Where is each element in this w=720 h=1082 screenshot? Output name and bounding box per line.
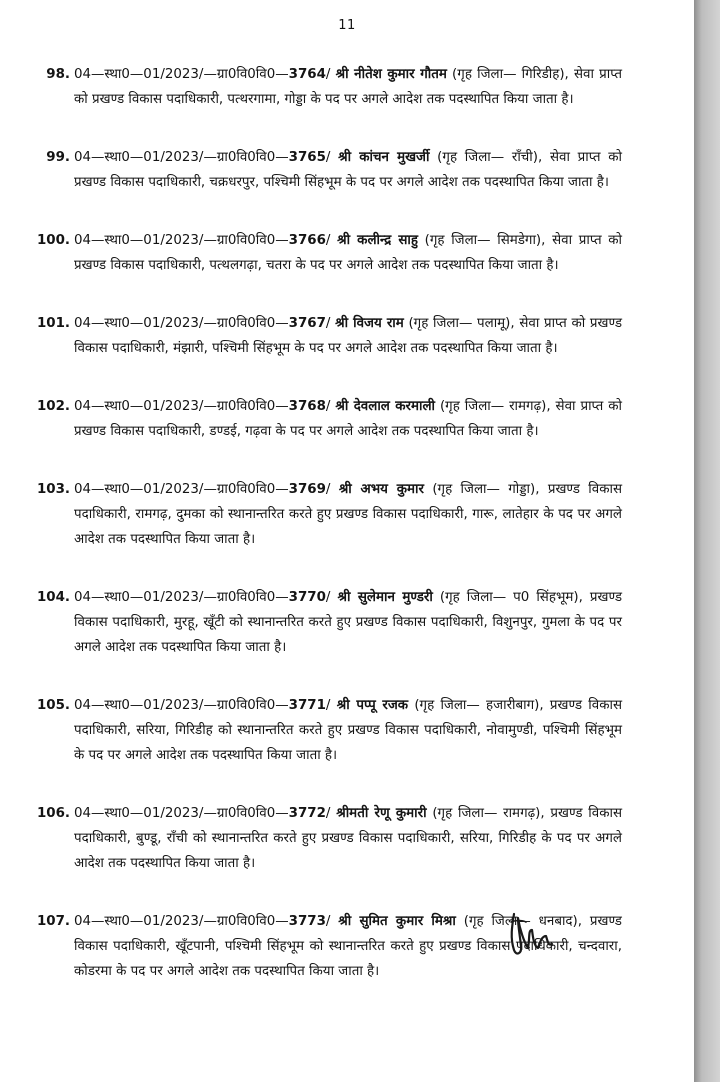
officer-name: श्रीमती रेणू कुमारी bbox=[336, 806, 427, 821]
entry-text bbox=[74, 477, 622, 552]
posting-details: (गृह जिला— गिरिडीह), सेवा प्राप्त को प्रखण्ड विकास पदाधिकारी, पत्थरगामा, गोड्डा के पद पर अगले आदेश तक पदस्थापित किया जाता है। bbox=[74, 67, 622, 107]
entry-number: 99. bbox=[46, 150, 70, 165]
reference-number: 04—स्था0—01/2023/—ग्रा0वि0वि0—3766/ bbox=[74, 233, 331, 248]
posting-details: (गृह जिला— हजारीबाग), प्रखण्ड विकास पदाधिकारी, सरिया, गिरिडीह को स्थानान्तरित करते हुए प्रखण्ड विकास पदाधिकारी, नोवामुण्डी, पश्चिमी सिंहभूम के पद पर अगले आदेश तक पदस्थापित किया जाता है। bbox=[74, 698, 623, 763]
order-entries-list bbox=[36, 62, 622, 1017]
posting-details: (गृह जिला— गोड्डा), प्रखण्ड विकास पदाधिकारी, रामगढ़, दुमका को स्थानान्तरित करते हुए प्रखण्ड विकास पदाधिकारी, गारू, लातेहार के पद पर अगले आदेश तक पदस्थापित किया जाता है। bbox=[74, 482, 623, 547]
reference-number: 04—स्था0—01/2023/—ग्रा0वि0वि0—3767/ bbox=[74, 316, 331, 331]
order-entry bbox=[36, 228, 622, 278]
order-entry bbox=[36, 62, 622, 112]
entry-number: 101. bbox=[36, 316, 70, 331]
order-entry bbox=[36, 145, 622, 195]
reference-number: 04—स्था0—01/2023/—ग्रा0वि0वि0—3773/ bbox=[74, 914, 331, 929]
entry-text bbox=[74, 585, 622, 660]
posting-details: (गृह जिला— पलामू), सेवा प्राप्त को प्रखण्ड विकास पदाधिकारी, मंझारी, पश्चिमी सिंहभूम के पद पर अगले आदेश तक पदस्थापित किया जाता है। bbox=[74, 316, 622, 356]
page-shadow-edge bbox=[694, 0, 720, 1082]
officer-name: श्री नीतेश कुमार गौतम bbox=[335, 67, 447, 82]
officer-name: श्री कलीन्द्र साहु bbox=[337, 233, 418, 248]
posting-details: (गृह जिला— राँची), सेवा प्राप्त को प्रखण्ड विकास पदाधिकारी, चक्रधरपुर, पश्चिमी सिंहभूम के पद पर अगले आदेश तक पदस्थापित किया जाता है। bbox=[74, 150, 622, 190]
officer-name: श्री सुलेमान मुण्डरी bbox=[337, 590, 433, 605]
entry-number: 100. bbox=[36, 233, 70, 248]
entry-number: 102. bbox=[36, 399, 70, 414]
entry-number: 106. bbox=[36, 806, 70, 821]
entry-number: 107. bbox=[36, 914, 70, 929]
order-entry bbox=[36, 801, 622, 876]
order-entry bbox=[36, 311, 622, 361]
entry-number: 98. bbox=[46, 67, 70, 82]
order-entry bbox=[36, 394, 622, 444]
entry-number: 105. bbox=[36, 698, 70, 713]
page-number: 11 bbox=[338, 18, 356, 33]
order-entry bbox=[36, 585, 622, 660]
officer-name: श्री देवलाल करमाली bbox=[335, 399, 436, 414]
entry-text bbox=[74, 693, 622, 768]
officer-name: श्री सुमित कुमार मिश्रा bbox=[338, 914, 456, 929]
officer-name: श्री कांचन मुखर्जी bbox=[338, 150, 430, 165]
entry-text bbox=[74, 228, 622, 278]
officer-name: श्री पप्पू रजक bbox=[336, 698, 409, 713]
entry-number: 104. bbox=[36, 590, 70, 605]
officer-name: श्री अभय कुमार bbox=[338, 482, 424, 497]
entry-number: 103. bbox=[36, 482, 70, 497]
posting-details: (गृह जिला— धनबाद), प्रखण्ड विकास पदाधिकारी, खूँटपानी, पश्चिमी सिंहभूम को स्थानान्तरित करते हुए प्रखण्ड विकास पदाधिकारी, चन्दवारा, कोडरमा के पद पर अगले आदेश तक पदस्थापित किया जाता है। bbox=[74, 914, 622, 979]
reference-number: 04—स्था0—01/2023/—ग्रा0वि0वि0—3770/ bbox=[74, 590, 331, 605]
order-entry bbox=[36, 693, 622, 768]
reference-number: 04—स्था0—01/2023/—ग्रा0वि0वि0—3772/ bbox=[74, 806, 331, 821]
reference-number: 04—स्था0—01/2023/—ग्रा0वि0वि0—3769/ bbox=[74, 482, 331, 497]
entry-text bbox=[74, 311, 622, 361]
entry-text bbox=[74, 62, 622, 112]
entry-text bbox=[74, 145, 622, 195]
officer-name: श्री विजय राम bbox=[335, 316, 404, 331]
reference-number: 04—स्था0—01/2023/—ग्रा0वि0वि0—3764/ bbox=[74, 67, 331, 82]
posting-details: (गृह जिला— प0 सिंहभूम), प्रखण्ड विकास पदाधिकारी, मुरहू, खूँटी को स्थानान्तरित करते हुए प्रखण्ड विकास पदाधिकारी, विशुनपुर, गुमला के पद पर अगले आदेश तक पदस्थापित किया जाता है। bbox=[74, 590, 622, 655]
posting-details: (गृह जिला— रामगढ़), प्रखण्ड विकास पदाधिकारी, बुण्डू, राँची को स्थानान्तरित करते हुए प्रखण्ड विकास पदाधिकारी, सरिया, गिरिडीह के पद पर अगले आदेश तक पदस्थापित किया जाता है। bbox=[74, 806, 623, 871]
entry-text bbox=[74, 394, 622, 444]
signature-icon bbox=[506, 908, 554, 960]
entry-text bbox=[74, 801, 622, 876]
reference-number: 04—स्था0—01/2023/—ग्रा0वि0वि0—3768/ bbox=[74, 399, 331, 414]
posting-details: (गृह जिला— रामगढ़), सेवा प्राप्त को प्रखण्ड विकास पदाधिकारी, डण्डई, गढ़वा के पद पर अगले आदेश तक पदस्थापित किया जाता है। bbox=[74, 399, 622, 439]
reference-number: 04—स्था0—01/2023/—ग्रा0वि0वि0—3765/ bbox=[74, 150, 331, 165]
reference-number: 04—स्था0—01/2023/—ग्रा0वि0वि0—3771/ bbox=[74, 698, 331, 713]
posting-details: (गृह जिला— सिमडेगा), सेवा प्राप्त को प्रखण्ड विकास पदाधिकारी, पत्थलगढ़ा, चतरा के पद पर अगले आदेश तक पदस्थापित किया जाता है। bbox=[74, 233, 623, 273]
order-entry bbox=[36, 477, 622, 552]
